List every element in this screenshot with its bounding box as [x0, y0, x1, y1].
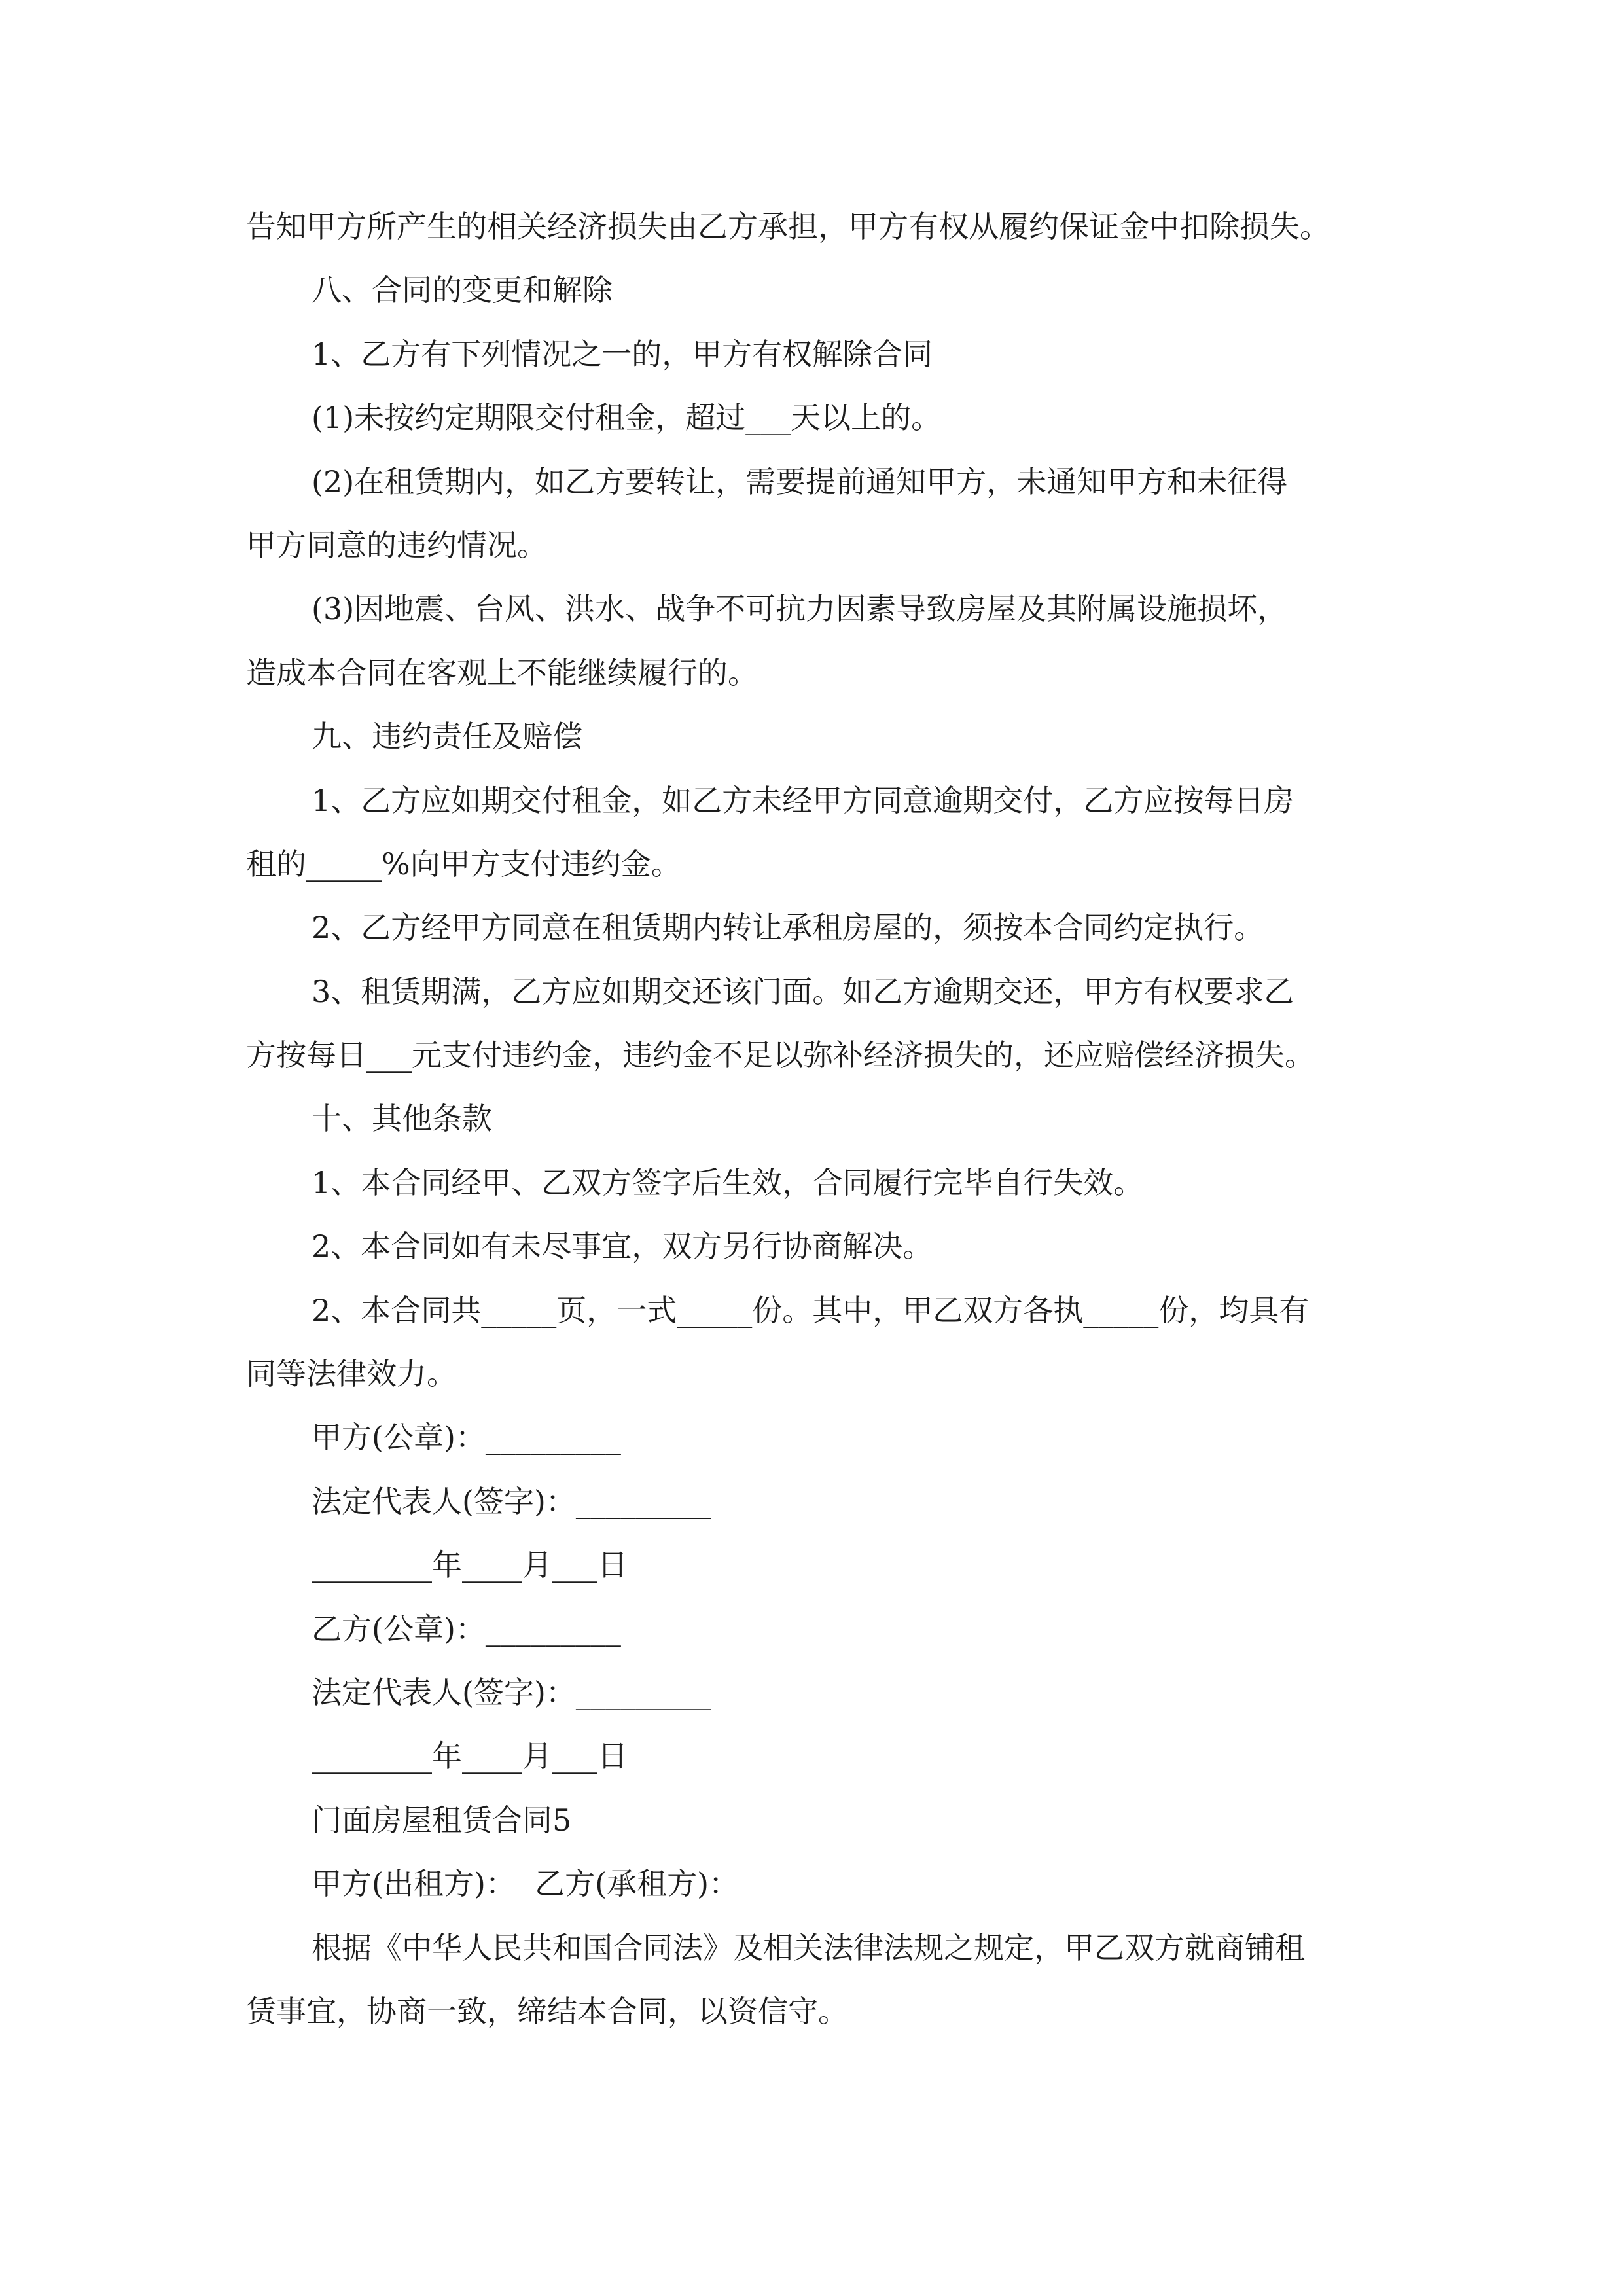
- contract-line: 2、乙方经甲方同意在租赁期内转让承租房屋的，须按本合同约定执行。: [312, 910, 1264, 946]
- contract-line: 法定代表人(签字)：_________: [312, 1674, 711, 1710]
- contract-line: 甲方(公章)：_________: [312, 1420, 621, 1456]
- contract-line: 1、乙方应如期交付租金，如乙方未经甲方同意逾期交付，乙方应按每日房: [312, 782, 1294, 818]
- contract-line: (2)在租赁期内，如乙方要转让，需要提前通知甲方，未通知甲方和未征得: [312, 463, 1288, 499]
- contract-body: [246, 195, 1385, 2043]
- contract-line: 1、本合同经甲、乙双方签字后生效，合同履行完毕自行失效。: [312, 1164, 1144, 1200]
- contract-line: (3)因地震、台风、洪水、战争不可抗力因素导致房屋及其附属设施损坏，: [312, 591, 1288, 627]
- contract-line: 租的_____%向甲方支付违约金。: [246, 846, 681, 882]
- contract-line: 法定代表人(签字)：_________: [312, 1483, 711, 1519]
- contract-line: 2、本合同共_____页，一式_____份。其中，甲乙双方各执_____份，均具有: [312, 1292, 1310, 1328]
- contract-line: 2、本合同如有未尽事宜，双方另行协商解决。: [312, 1229, 933, 1265]
- contract-line: 根据《中华人民共和国合同法》及相关法律法规之规定，甲乙双方就商铺租: [312, 1929, 1305, 1965]
- contract-line: ________年____月___日: [312, 1738, 628, 1774]
- contract-line: ________年____月___日: [312, 1547, 628, 1583]
- contract-line: 甲方同意的违约情况。: [246, 527, 547, 563]
- contract-line: (1)未按约定期限交付租金，超过___天以上的。: [312, 400, 942, 436]
- contract-line: 八、合同的变更和解除: [312, 272, 613, 308]
- contract-line: 甲方(出租方)： 乙方(承租方)：: [312, 1866, 740, 1902]
- contract-line: 造成本合同在客观上不能继续履行的。: [246, 655, 758, 691]
- contract-line: 赁事宜，协商一致，缔结本合同，以资信守。: [246, 1993, 848, 2029]
- contract-line: 1、乙方有下列情况之一的，甲方有权解除合同: [312, 336, 933, 372]
- contract-line: 十、其他条款: [312, 1101, 492, 1137]
- contract-line: 门面房屋租赁合同5: [312, 1802, 572, 1838]
- contract-line: 九、违约责任及赔偿: [312, 719, 582, 755]
- contract-line: 方按每日___元支付违约金，违约金不足以弥补经济损失的，还应赔偿经济损失。: [246, 1037, 1315, 1073]
- contract-line: 3、租赁期满，乙方应如期交还该门面。如乙方逾期交还，甲方有权要求乙: [312, 973, 1294, 1009]
- contract-line: 同等法律效力。: [246, 1356, 457, 1392]
- contract-line: 告知甲方所产生的相关经济损失由乙方承担，甲方有权从履约保证金中扣除损失。: [246, 209, 1330, 244]
- contract-line: 乙方(公章)：_________: [312, 1611, 621, 1647]
